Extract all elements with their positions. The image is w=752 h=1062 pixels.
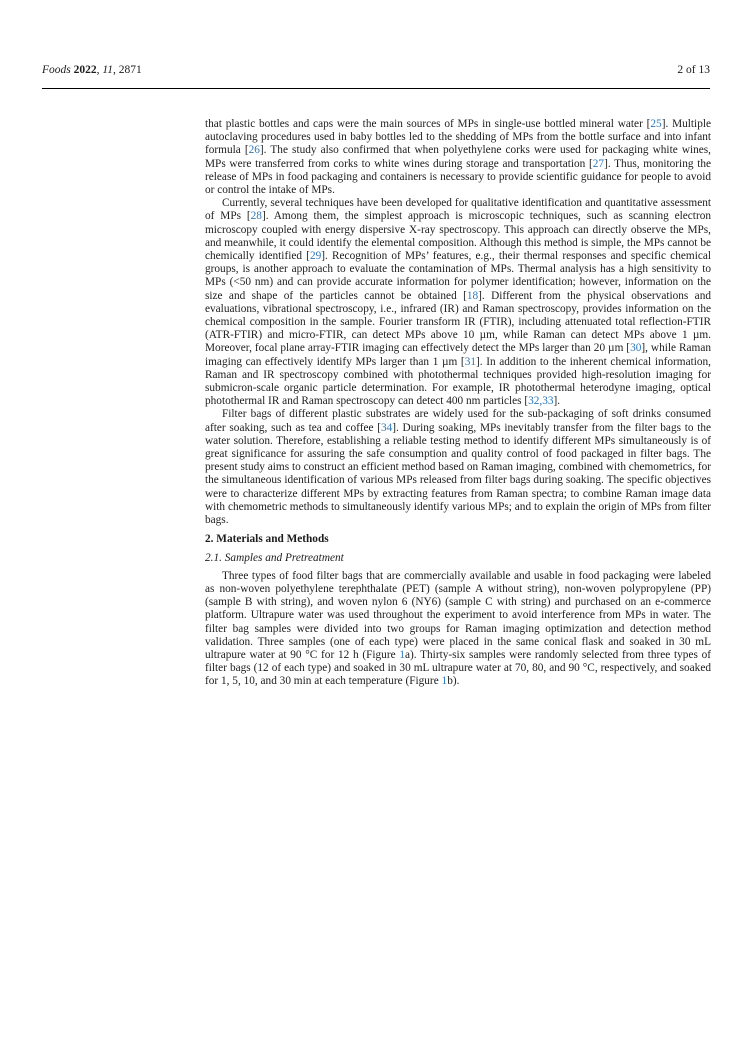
citation-link[interactable]: 1 xyxy=(441,675,448,688)
citation-link[interactable]: 34 xyxy=(380,421,393,434)
journal-reference-segment: 11 xyxy=(102,64,114,76)
body-paragraph: Three types of food filter bags that are commercially available and usable in food packaging were labeled as non-woven polyethylene terephthalate (PET) (sample A without string), non-woven polypropylene (PP) (sample B with string), and woven nylon 6 (NY6) (sample C with string) and purchased on an e-commerce platform. Ultrapure water was used throughout the experiment to avoid interference from MPs in water. The filter bag samples were divided into two groups for Raman imaging optimization and detection method validation. Three samples (one of each type) were placed in the same conical flask and soaked in 30 mL ultrapure water at 90 °C for 12 h (Figure 1a). Thirty-six samples were randomly selected from three types of filter bags (12 of each type) and soaked in 30 mL ultrapure water at 70, 80, and 90 °C, respectively, and soaked for 1, 5, 10, and 30 min at each temperature (Figure 1b). xyxy=(205,569,711,688)
header-divider xyxy=(42,88,710,89)
citation-link[interactable]: 32,33 xyxy=(528,395,554,408)
page-number: 2 of 13 xyxy=(677,64,710,76)
citation-link[interactable]: 28 xyxy=(250,210,262,223)
journal-reference-segment: , 2871 xyxy=(113,64,142,76)
journal-reference-segment: 2022 xyxy=(73,64,97,76)
journal-reference-segment: , xyxy=(96,64,103,76)
citation-link[interactable]: 26 xyxy=(248,144,260,157)
citation-link[interactable]: 25 xyxy=(650,118,662,130)
citation-link[interactable]: 27 xyxy=(592,157,605,170)
citation-link[interactable]: 30 xyxy=(630,342,642,355)
journal-reference xyxy=(42,64,142,77)
body-paragraph: Currently, several techniques have been developed for qualitative identification and quantitative assessment of MPs [28]. Among them, the simplest approach is microscopic techniques, such as scanning electron microscopy coupled with energy dispersive X-ray spectroscopy. This approach can directly observe the MPs, and meanwhile, it could identify the elemental composition. Although this method is simple, the MPs cannot be chemically identified [29]. Recognition of MPs’ features, e.g., their thermal responses and specific chemical groups, is another approach to evaluate the contamination of MPs. Thermal analysis has a high sensitivity to MPs (<50 nm) and can provide accurate information for polymer identification; however, information on the size and shape of the particles cannot be obtained [18]. Different from the physical observations and evaluations, vibrational spectroscopy, i.e., infrared (IR) and Raman spectroscopy, provides information on the chemical composition in the sample. Fourier transform IR (FTIR), including attenuated total reflection-FTIR (ATR-FTIR) and micro-FTIR, can detect MPs above 10 µm, while Raman can detect MPs above 1 µm. Moreover, focal plane array-FTIR imaging can effectively detect the MPs larger than 20 µm [30], while Raman imaging can effectively identify MPs larger than 1 µm [31]. In addition to the inherent chemical information, Raman and IR spectroscopy combined with photothermal techniques provided high-resolution imaging for submicron-scale organic particle determination. For example, IR photothermal heterodyne imaging, optical photothermal IR and Raman spectroscopy can detect 400 nm particles [32,33]. xyxy=(205,197,712,408)
citation-link[interactable]: 29 xyxy=(309,250,322,263)
section-heading: 2. Materials and Methods xyxy=(205,533,329,546)
citation-link[interactable]: 1 xyxy=(399,648,405,661)
citation-link[interactable]: 18 xyxy=(466,289,479,302)
body-paragraph: that plastic bottles and caps were the main sources of MPs in single-use bottled mineral water [25]. Multiple autoclaving procedures used in baby bottles led to the shedding of MPs from the bottle surface and into infant formula [26]. The study also confirmed that when polyethylene corks were used for packaging white wines, MPs were transferred from corks to white wines during storage and transportation [27]. Thus, monitoring the release of MPs in food packaging and containers is necessary to provide scientific guidance for people to avoid or control the intake of MPs. xyxy=(205,118,712,197)
citation-link[interactable]: 31 xyxy=(464,355,476,368)
article-body xyxy=(205,118,711,689)
journal-reference-segment: Foods xyxy=(42,64,71,76)
page-header xyxy=(42,64,710,77)
body-paragraph: Filter bags of different plastic substrates are widely used for the sub-packaging of soft drinks consumed after soaking, such as tea and coffee [34]. During soaking, MPs inevitably transfer from the filter bags to the water solution. Therefore, establishing a reliable testing method to identify different MPs simultaneously is of great significance for assuring the safe consumption and quality control of food packaged in filter bags. The present study aims to construct an efficient method based on Raman imaging, combined with chemometrics, for the simultaneous identification of various MPs released from filter bags during soaking. The specific objectives were to characterize different MPs by extracting features from Raman spectra; to combine Raman image data with chemometric methods to simultaneously identify various MPs; and to explain the origin of MPs from filter bags. xyxy=(205,408,711,527)
subsection-heading: 2.1. Samples and Pretreatment xyxy=(205,551,344,564)
